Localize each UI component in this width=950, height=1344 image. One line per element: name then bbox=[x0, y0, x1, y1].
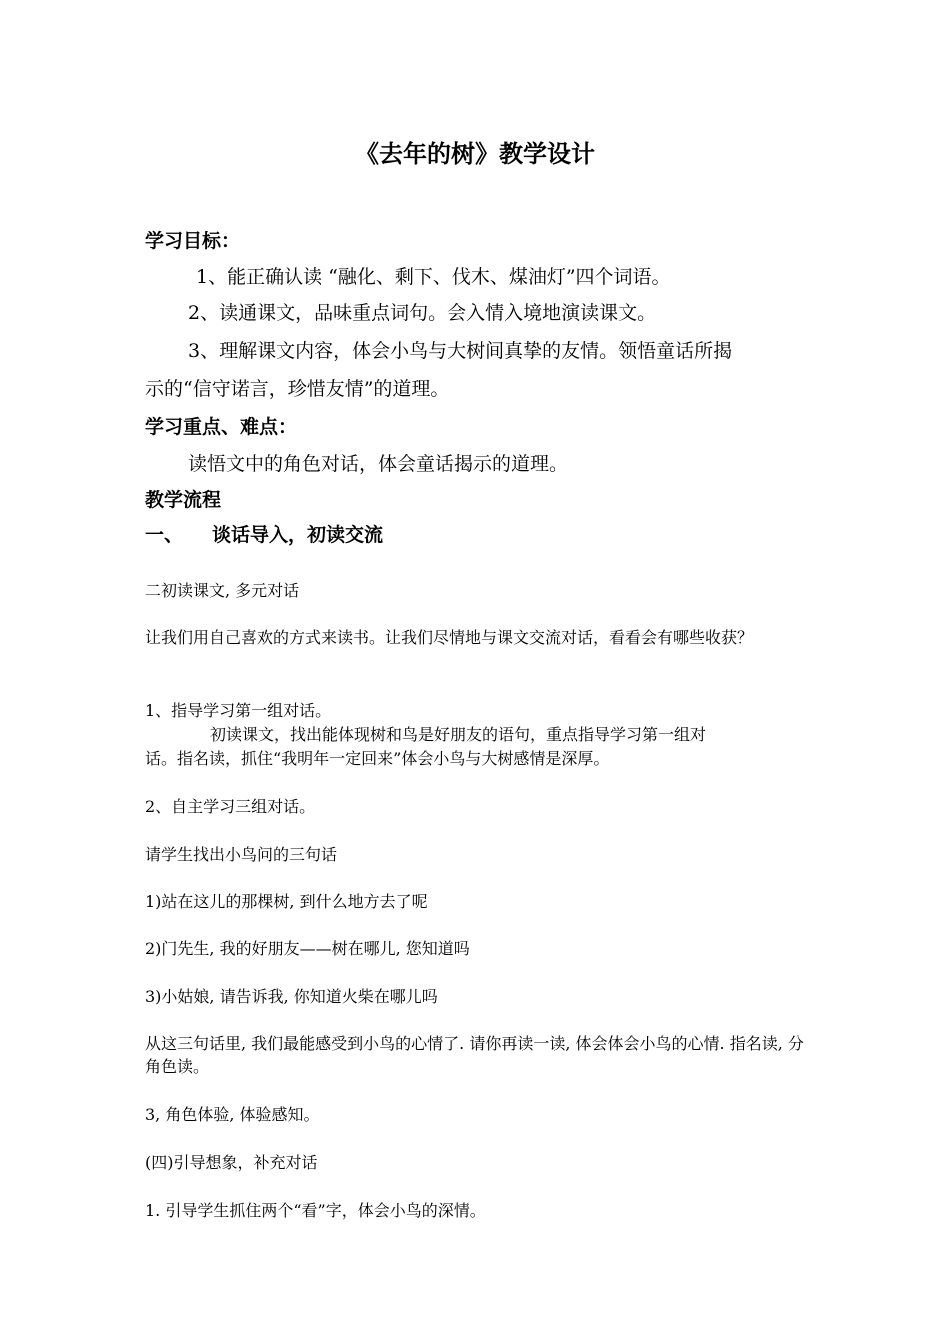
key-points-heading: 学习重点、难点： bbox=[145, 416, 298, 438]
document-title: 《去年的树》教学设计 bbox=[355, 139, 595, 168]
part-1-title: 1、指导学习第一组对话。 bbox=[145, 701, 332, 720]
part-1-line-1: 初读课文，找出能体现树和鸟是好朋友的语句，重点指导学习第一组对 bbox=[210, 725, 707, 744]
part-3-title: 3, 角色体验, 体验感知。 bbox=[145, 1105, 320, 1124]
step-1-number: 一、 bbox=[145, 524, 184, 546]
objectives-heading: 学习目标： bbox=[145, 230, 241, 252]
process-heading: 教学流程 bbox=[145, 489, 222, 511]
objective-item-3: 3、理解课文内容，体会小鸟与大树间真挚的友情。领悟童话所揭 bbox=[188, 340, 733, 362]
part-2-prompt: 请学生找出小鸟问的三句话 bbox=[145, 845, 338, 864]
question-3: 3)小姑娘, 请告诉我, 你知道火柴在哪儿吗 bbox=[145, 987, 438, 1006]
objective-item-2: 2、读通课文，品味重点词句。会入情入境地演读课文。 bbox=[188, 302, 657, 324]
step-1-text: 谈话导入，初读交流 bbox=[212, 524, 384, 546]
objective-item-3-cont: 示的“信守诺言，珍惜友情”的道理。 bbox=[145, 378, 450, 400]
step-4-heading: (四)引导想象，补充对话 bbox=[145, 1153, 318, 1172]
part-4-title: 1. 引导学生抓住两个“看”字，体会小鸟的深情。 bbox=[145, 1201, 486, 1220]
key-points-text: 读悟文中的角色对话，体会童话揭示的道理。 bbox=[188, 453, 569, 475]
intro-paragraph: 让我们用自己喜欢的方式来读书。让我们尽情地与课文交流对话，看看会有哪些收获？ bbox=[145, 628, 754, 647]
question-1: 1)站在这儿的那棵树, 到什么地方去了呢 bbox=[145, 892, 428, 911]
summary-paragraph: 从这三句话里, 我们最能感受到小鸟的心情了. 请你再读一读, 体会体会小鸟的心情. 指名读, 分角色读。 bbox=[145, 1034, 804, 1076]
objective-item-1: 1、能正确认读 “融化、剩下、伐木、煤油灯”四个词语。 bbox=[196, 266, 671, 288]
question-2: 2)门先生, 我的好朋友——树在哪儿, 您知道吗 bbox=[145, 939, 470, 958]
step-2-heading: 二初读课文, 多元对话 bbox=[145, 581, 300, 600]
part-1-line-2: 话。指名读，抓住“我明年一定回来”体会小鸟与大树感情是深厚。 bbox=[145, 749, 610, 768]
part-2-title: 2、自主学习三组对话。 bbox=[145, 797, 316, 816]
